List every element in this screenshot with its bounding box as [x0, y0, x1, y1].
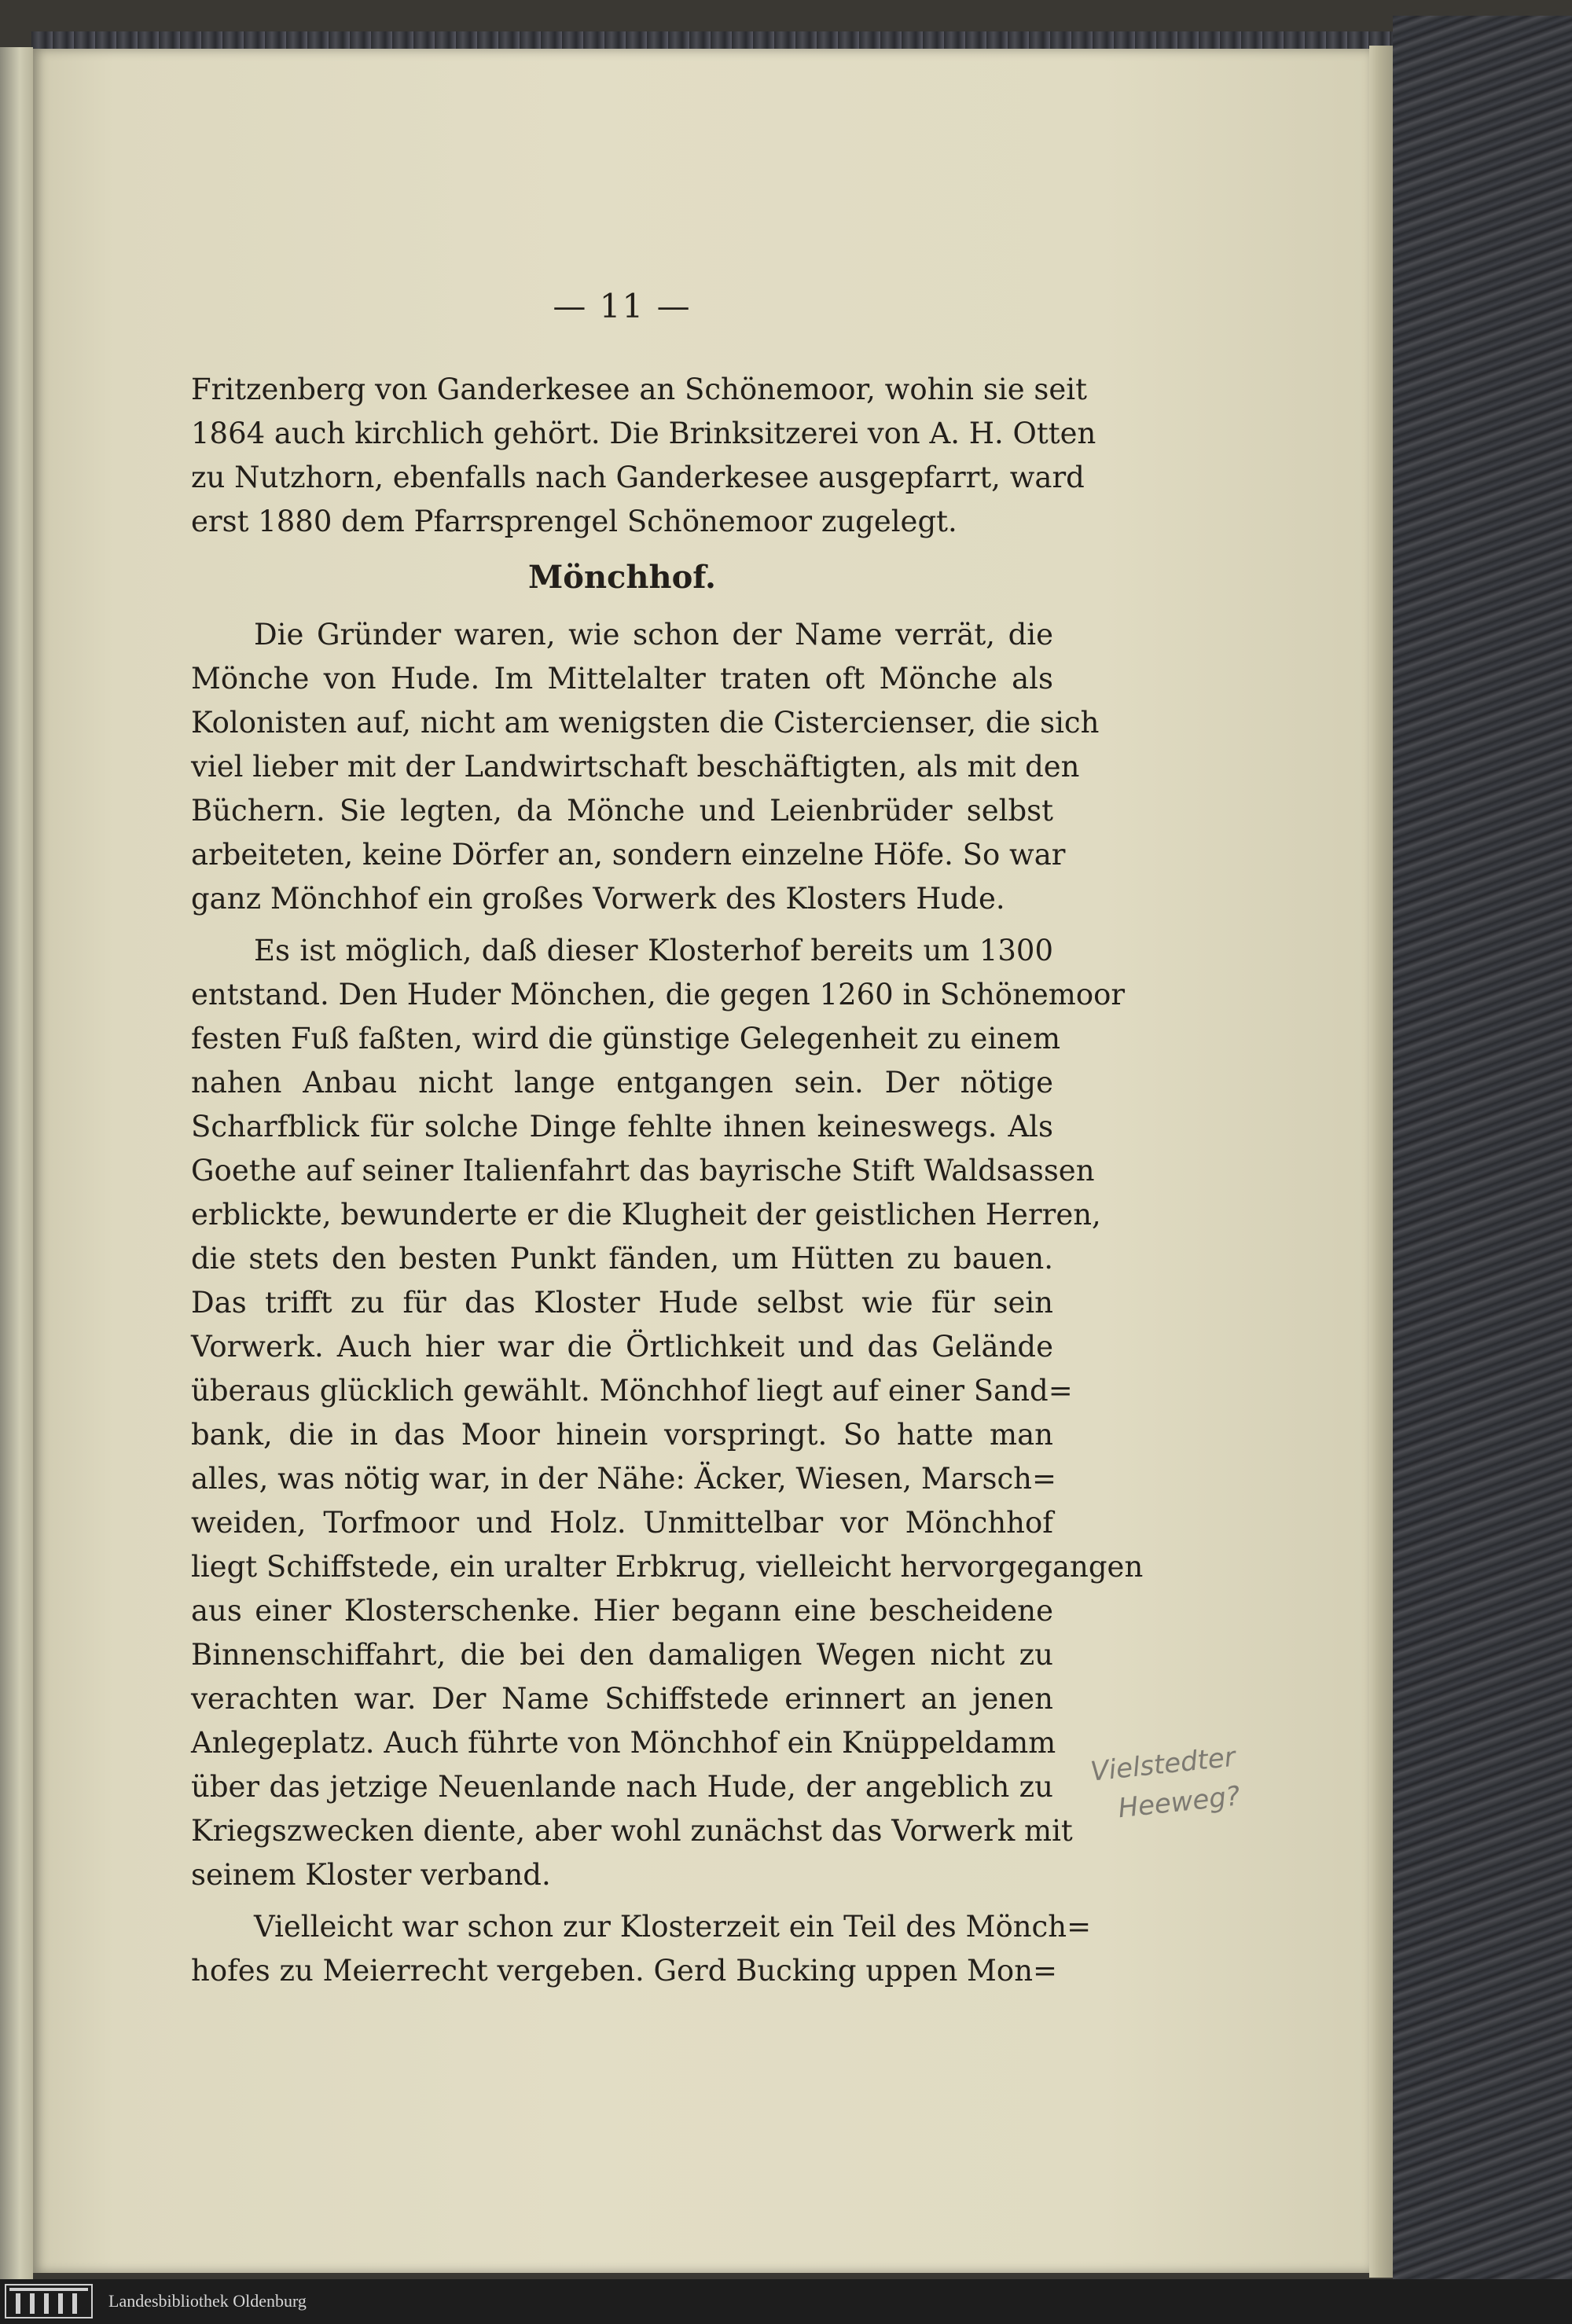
text-line: Kolonisten auf, nicht am wenigsten die Cistercienser, die sich — [191, 706, 1100, 740]
text-line: Es ist möglich, daß dieser Klosterhof bereits um 1300 — [254, 934, 1053, 967]
page-stack-edge — [1369, 46, 1393, 2278]
text-line: die stets den besten Punkt fänden, um Hütten zu bauen. — [191, 1242, 1053, 1276]
text-line: über das jetzige Neuenlande nach Hude, der angeblich zu — [191, 1770, 1053, 1804]
text-line: hofes zu Meierrecht vergeben. Gerd Bucking uppen Mon= — [191, 1954, 1058, 1988]
previous-page-edge — [0, 47, 33, 2279]
text-line: Die Gründer waren, wie schon der Name verrät, die — [254, 618, 1053, 652]
text-line: festen Fuß faßten, wird die günstige Gelegenheit zu einem — [191, 1022, 1061, 1056]
text-line: Vorwerk. Auch hier war die Örtlichkeit und das Gelände — [191, 1330, 1053, 1364]
text-line: Mönche von Hude. Im Mittelalter traten oft Mönche als — [191, 662, 1053, 696]
text-line: entstand. Den Huder Mönchen, die gegen 1260 in Schönemoor — [191, 978, 1126, 1011]
margin-note-line: Heeweg? — [1116, 1780, 1242, 1825]
text-line: Fritzenberg von Ganderkesee an Schönemoor, wohin sie seit — [191, 373, 1087, 406]
viewer-footer — [0, 2279, 1572, 2324]
text-line: verachten war. Der Name Schiffstede erinnert an jenen — [191, 1682, 1053, 1716]
text-line: arbeiteten, keine Dörfer an, sondern einzelne Höfe. So war — [191, 838, 1066, 872]
page-number: — 11 — — [553, 287, 692, 325]
section-heading: Mönchhof. — [528, 559, 716, 596]
text-line: 1864 auch kirchlich gehört. Die Brinksitzerei von A. H. Otten — [191, 417, 1096, 450]
text-line: weiden, Torfmoor und Holz. Unmittelbar vor Mönchhof — [191, 1506, 1053, 1540]
text-line: bank, die in das Moor hinein vorspringt. So hatte man — [191, 1418, 1053, 1452]
text-line: Vielleicht war schon zur Klosterzeit ein Teil des Mönch= — [254, 1910, 1092, 1944]
text-line: Büchern. Sie legten, da Mönche und Leienbrüder selbst — [191, 794, 1053, 828]
library-building-icon — [5, 2284, 93, 2318]
text-line: erblickte, bewunderte er die Klugheit der geistlichen Herren, — [191, 1198, 1101, 1232]
text-line: Kriegszwecken diente, aber wohl zunächst das Vorwerk mit — [191, 1814, 1073, 1848]
book-cover-marbled — [1393, 16, 1572, 2295]
text-line: Anlegeplatz. Auch führte von Mönchhof ein Knüppeldamm — [191, 1726, 1056, 1760]
text-line: Goethe auf seiner Italienfahrt das bayrische Stift Waldsassen — [191, 1154, 1095, 1188]
text-line: viel lieber mit der Landwirtschaft beschäftigten, als mit den — [191, 750, 1080, 784]
institution-name[interactable]: Landesbibliothek Oldenburg — [108, 2291, 307, 2311]
text-line: nahen Anbau nicht lange entgangen sein. Der nötige — [191, 1066, 1053, 1100]
text-line: überaus glücklich gewählt. Mönchhof liegt auf einer Sand= — [191, 1374, 1073, 1408]
text-line: zu Nutzhorn, ebenfalls nach Ganderkesee ausgepfarrt, ward — [191, 461, 1085, 494]
text-line: Das trifft zu für das Kloster Hude selbst wie für sein — [191, 1286, 1053, 1320]
text-line: Scharfblick für solche Dinge fehlte ihnen keineswegs. Als — [191, 1110, 1053, 1144]
text-line: Binnenschiffahrt, die bei den damaligen Wegen nicht zu — [191, 1638, 1053, 1672]
text-line: ganz Mönchhof ein großes Vorwerk des Klosters Hude. — [191, 882, 1005, 916]
text-line: erst 1880 dem Pfarrsprengel Schönemoor zugelegt. — [191, 505, 957, 538]
text-line: liegt Schiffstede, ein uralter Erbkrug, vielleicht hervorgegangen — [191, 1550, 1144, 1584]
margin-note-line: Vielstedter — [1089, 1741, 1237, 1788]
text-line: seinem Kloster verband. — [191, 1858, 551, 1892]
text-line: alles, was nötig war, in der Nähe: Äcker, Wiesen, Marsch= — [191, 1462, 1057, 1496]
text-line: aus einer Klosterschenke. Hier begann eine bescheidene — [191, 1594, 1053, 1628]
